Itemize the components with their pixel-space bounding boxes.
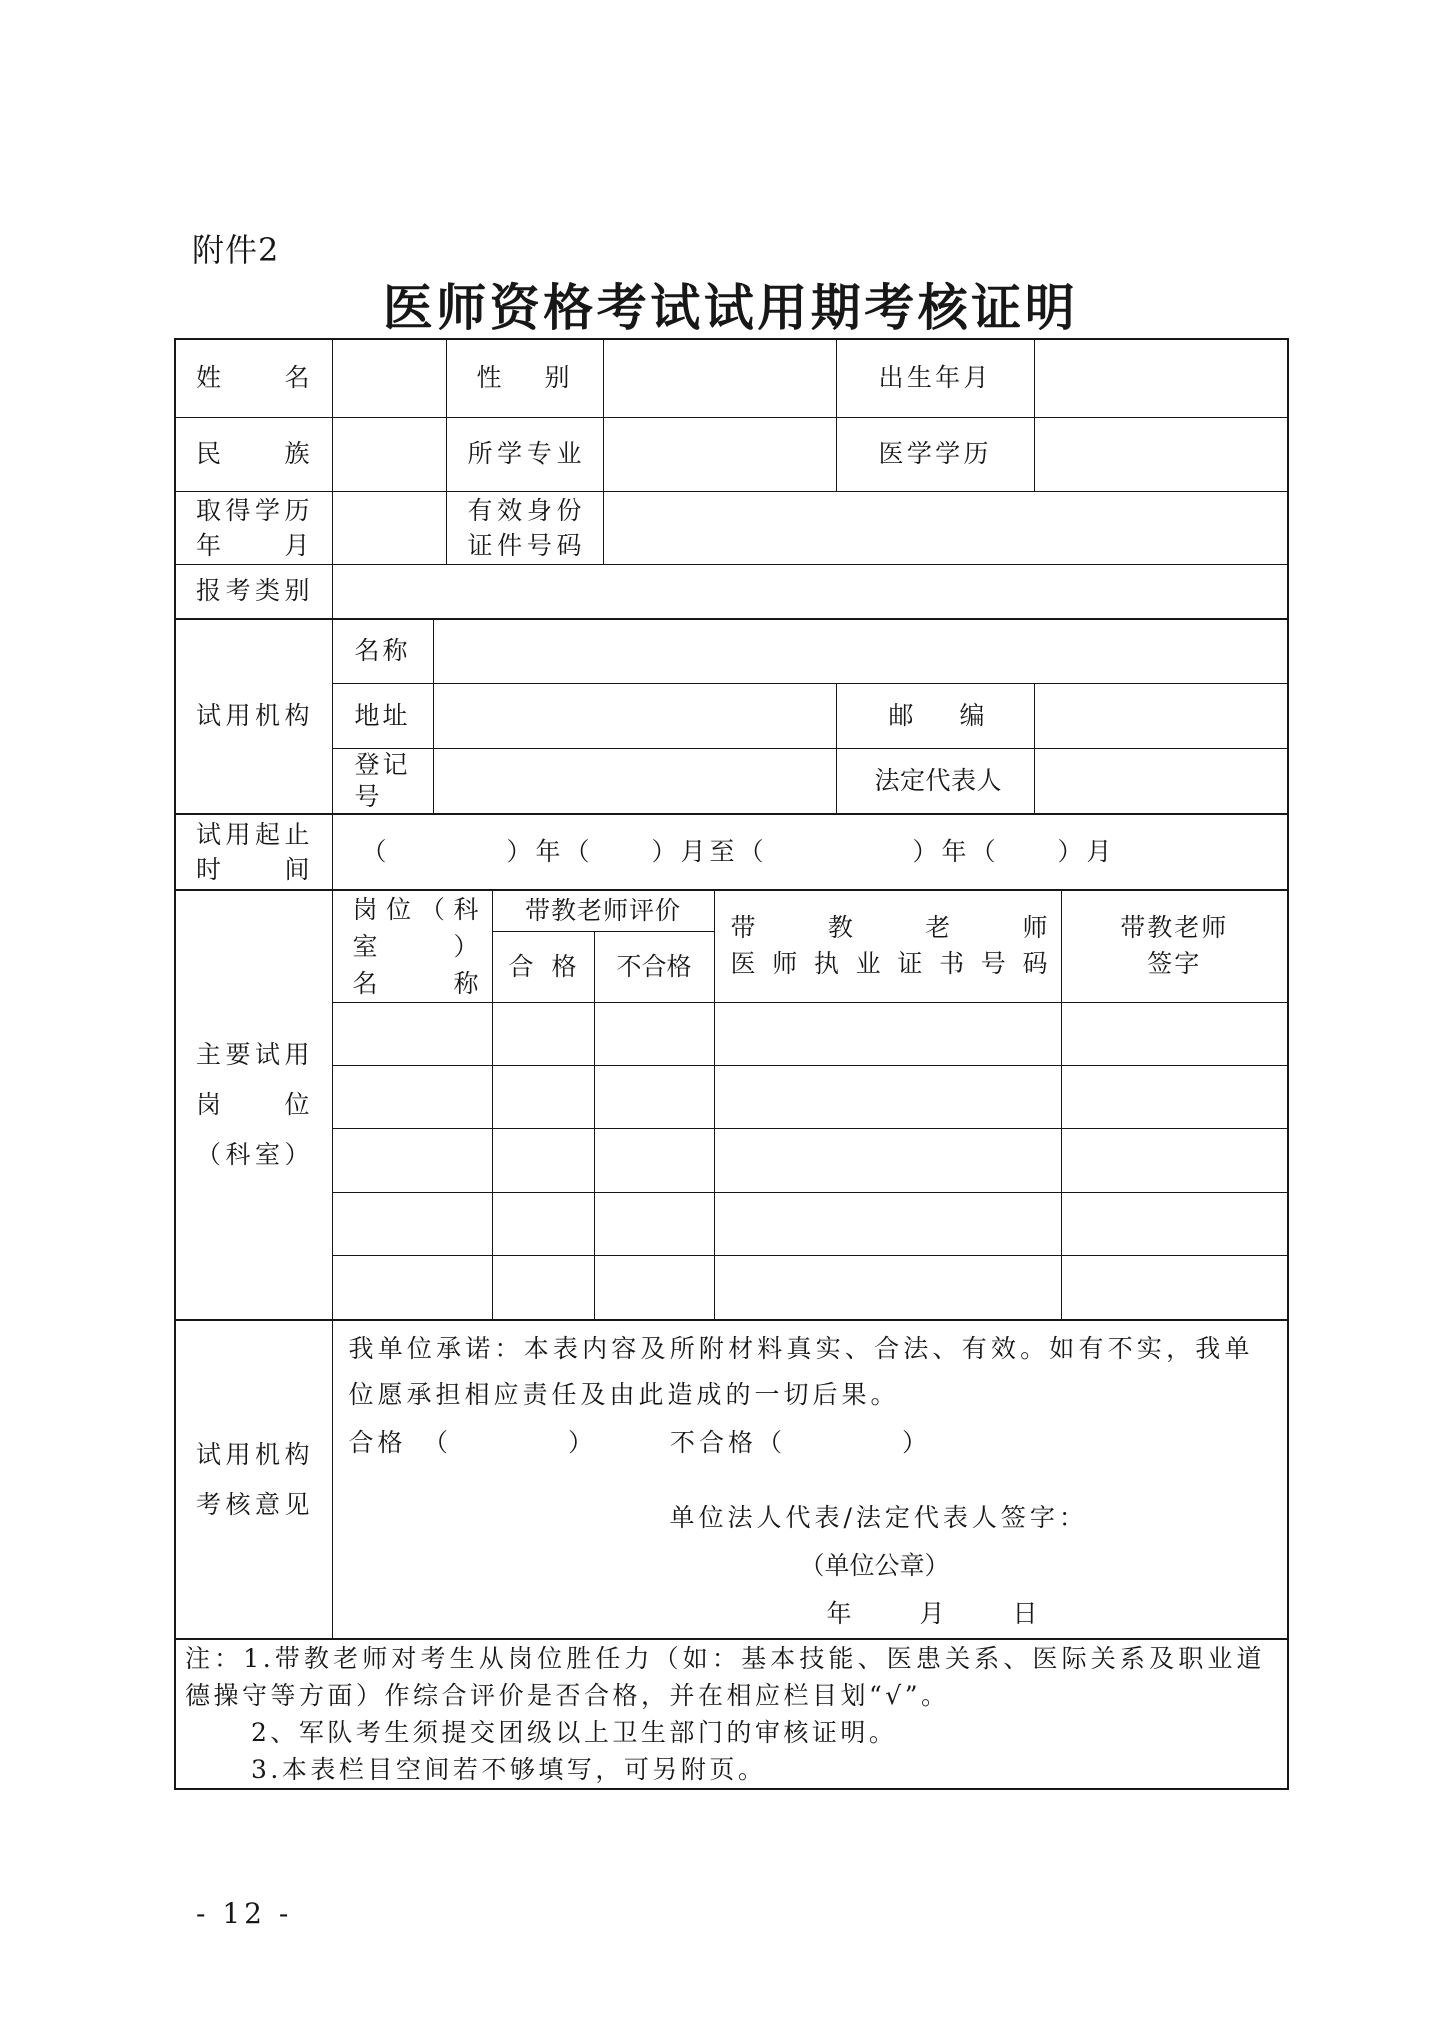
name-gender-birth-row [175, 339, 1288, 417]
exam-category-value-cell [332, 564, 1288, 619]
post-name-cell [332, 1002, 492, 1065]
signature-cell [1061, 1128, 1288, 1192]
note-1: 注：1.带教老师对考生从岗位胜任力（如：基本技能、医患关系、医际关系及职业道德操守等方面）作综合评价是否合格，并在相应栏目划“√”。 [185, 1644, 1265, 1710]
pass-cell [492, 1002, 594, 1065]
fail-cell [594, 1255, 714, 1320]
education-label-cell [836, 417, 1034, 491]
birth-label: 出生年月 [878, 363, 989, 393]
trial-institution-table [174, 620, 1289, 815]
post-name-cell [332, 1065, 492, 1128]
signature-header-line2: 签字 [1147, 949, 1202, 978]
signature-cell [1061, 1002, 1288, 1065]
ethnicity-label: 民族 [196, 439, 310, 468]
post-row [175, 1192, 1288, 1255]
note-3: 3.本表栏目空间若不够填写，可另附页。 [251, 1755, 767, 1784]
gender-label: 性别 [476, 363, 570, 393]
institution-address-value-cell [433, 683, 836, 748]
name-value-cell [332, 339, 446, 417]
pass-cell [492, 1128, 594, 1192]
post-name-cell [332, 1192, 492, 1255]
attachment-label: 附件2 [192, 231, 280, 269]
degree-date-label-line1: 取得学历 [196, 495, 310, 525]
signature-line: 单位法人代表/法定代表人签字： [669, 1503, 1088, 1532]
date-line: 年 月 日 [826, 1599, 1044, 1628]
notes-cell [175, 1640, 1288, 1789]
certificate-number-cell [714, 1002, 1061, 1065]
trial-institution-label: 试用机构 [196, 701, 310, 731]
assessment-content-cell [332, 1321, 1288, 1639]
page-number: - 12 - [196, 1897, 293, 1930]
main-posts-label-line3: （科室） [196, 1139, 310, 1169]
registration-value-cell [433, 748, 836, 814]
trial-period-row [175, 815, 1288, 890]
pass-cell [492, 1065, 594, 1128]
fail-cell [594, 1128, 714, 1192]
name-label: 姓名 [196, 363, 310, 393]
commitment-text: 我单位承诺：本表内容及所附材料真实、合法、有效。如有不实，我单位愿承担相应责任及由此造成的一切后果。 [348, 1334, 1254, 1409]
legal-rep-label: 法定代表人 [874, 765, 1002, 795]
education-value-cell [1034, 417, 1288, 491]
pass-cell [492, 1192, 594, 1255]
gender-value-cell [603, 339, 836, 417]
assessment-label-cell [175, 1321, 332, 1639]
institution-address-row [175, 683, 1288, 748]
trial-period-label-line1: 试用起止 [196, 819, 310, 849]
exam-category-label-cell [175, 564, 332, 619]
gender-label-cell [446, 339, 603, 417]
id-number-label-line1: 有效身份 [467, 495, 582, 525]
pass-header-cell [492, 932, 594, 1002]
post-name-header-line1: 岗位（科 [352, 894, 479, 924]
fail-cell [594, 1192, 714, 1255]
post-row [175, 1255, 1288, 1320]
postcode-label-cell [836, 683, 1034, 748]
main-posts-label-cell [175, 891, 332, 1321]
registration-label: 登记号 [332, 748, 433, 814]
post-name-header-line2: 室） [352, 931, 479, 961]
document-title: 医师资格考试试用期考核证明 [382, 278, 1079, 337]
main-posts-table [174, 891, 1289, 1322]
fail-header: 不合格 [594, 932, 714, 1002]
fail-cell [594, 1065, 714, 1128]
degree-date-value-cell [332, 491, 446, 564]
certificate-number-cell [714, 1065, 1061, 1128]
fail-option: 不合格（ ） [670, 1428, 932, 1457]
trial-period-text: （ ）年（ ）月至（ ）年（ ）月 [332, 815, 1288, 890]
institution-name-label: 名称 [332, 620, 433, 683]
id-number-value-cell [603, 491, 1288, 564]
trial-period-label-cell [175, 815, 332, 890]
major-label: 所学专业 [467, 439, 582, 468]
post-row [175, 1128, 1288, 1192]
signature-cell [1061, 1255, 1288, 1320]
evaluation-header: 带教老师评价 [492, 891, 714, 932]
fail-cell [594, 1002, 714, 1065]
post-row [175, 1002, 1288, 1065]
education-label: 医学学历 [878, 439, 989, 468]
legal-rep-label-cell [836, 748, 1034, 814]
note-2: 2、军队考生须提交团级以上卫生部门的审核证明。 [251, 1718, 898, 1747]
main-posts-label-line2: 岗位 [196, 1089, 310, 1119]
certificate-header-line1: 带教老师 [730, 913, 1048, 942]
birth-label-cell [836, 339, 1034, 417]
pass-header: 合格 [508, 951, 577, 981]
assessment-label-line1: 试用机构 [196, 1439, 310, 1469]
institution-name-row [175, 620, 1288, 683]
post-name-cell [332, 1255, 492, 1320]
post-name-header-line3: 名称 [352, 968, 479, 998]
assessment-row [175, 1321, 1288, 1639]
trial-period-label-line2: 时间 [196, 854, 310, 884]
posts-header-row [175, 891, 1288, 932]
signature-cell [1061, 1065, 1288, 1128]
assessment-table [174, 1321, 1289, 1640]
notes-table [174, 1640, 1289, 1790]
exam-category-label: 报考类别 [196, 576, 310, 606]
signature-header-line1: 带教老师 [1120, 913, 1229, 942]
certificate-header-line2: 医师执业证书号码 [730, 949, 1048, 978]
pass-option: 合格 （ ） [348, 1428, 598, 1457]
post-name-header-cell [332, 891, 492, 1003]
id-number-label-line2: 证件号码 [467, 530, 582, 560]
degree-date-label-cell [175, 491, 332, 564]
basic-info-table [174, 338, 1289, 620]
major-label-cell [446, 417, 603, 491]
degree-date-label-line2: 年月 [196, 530, 310, 560]
name-label-cell [175, 339, 332, 417]
result-options [349, 1418, 1288, 1468]
legal-rep-value-cell [1034, 748, 1288, 814]
ethnicity-label-cell [175, 417, 332, 491]
institution-address-label: 地址 [332, 683, 433, 748]
institution-name-value-cell [433, 620, 1288, 683]
signature-header-cell [1061, 891, 1288, 1003]
main-posts-label-line1: 主要试用 [196, 1039, 310, 1069]
certificate-header-cell [714, 891, 1061, 1003]
seal-text: （单位公章） [799, 1551, 950, 1580]
post-name-cell [332, 1128, 492, 1192]
pass-cell [492, 1255, 594, 1320]
trial-period-table [174, 815, 1289, 891]
signature-cell [1061, 1192, 1288, 1255]
major-value-cell [603, 417, 836, 491]
post-row [175, 1065, 1288, 1128]
postcode-label: 邮编 [888, 700, 985, 730]
certificate-number-cell [714, 1128, 1061, 1192]
assessment-label-line2: 考核意见 [196, 1489, 310, 1519]
assessment-form [174, 338, 1287, 1790]
certificate-number-cell [714, 1192, 1061, 1255]
id-number-label-cell [446, 491, 603, 564]
exam-category-row [175, 564, 1288, 619]
ethnicity-value-cell [332, 417, 446, 491]
ethnicity-major-education-row [175, 417, 1288, 491]
birth-value-cell [1034, 339, 1288, 417]
institution-registration-row [175, 748, 1288, 814]
certificate-number-cell [714, 1255, 1061, 1320]
degree-date-id-row [175, 491, 1288, 564]
postcode-value-cell [1034, 683, 1288, 748]
trial-institution-label-cell [175, 620, 332, 814]
notes-row [175, 1640, 1288, 1789]
